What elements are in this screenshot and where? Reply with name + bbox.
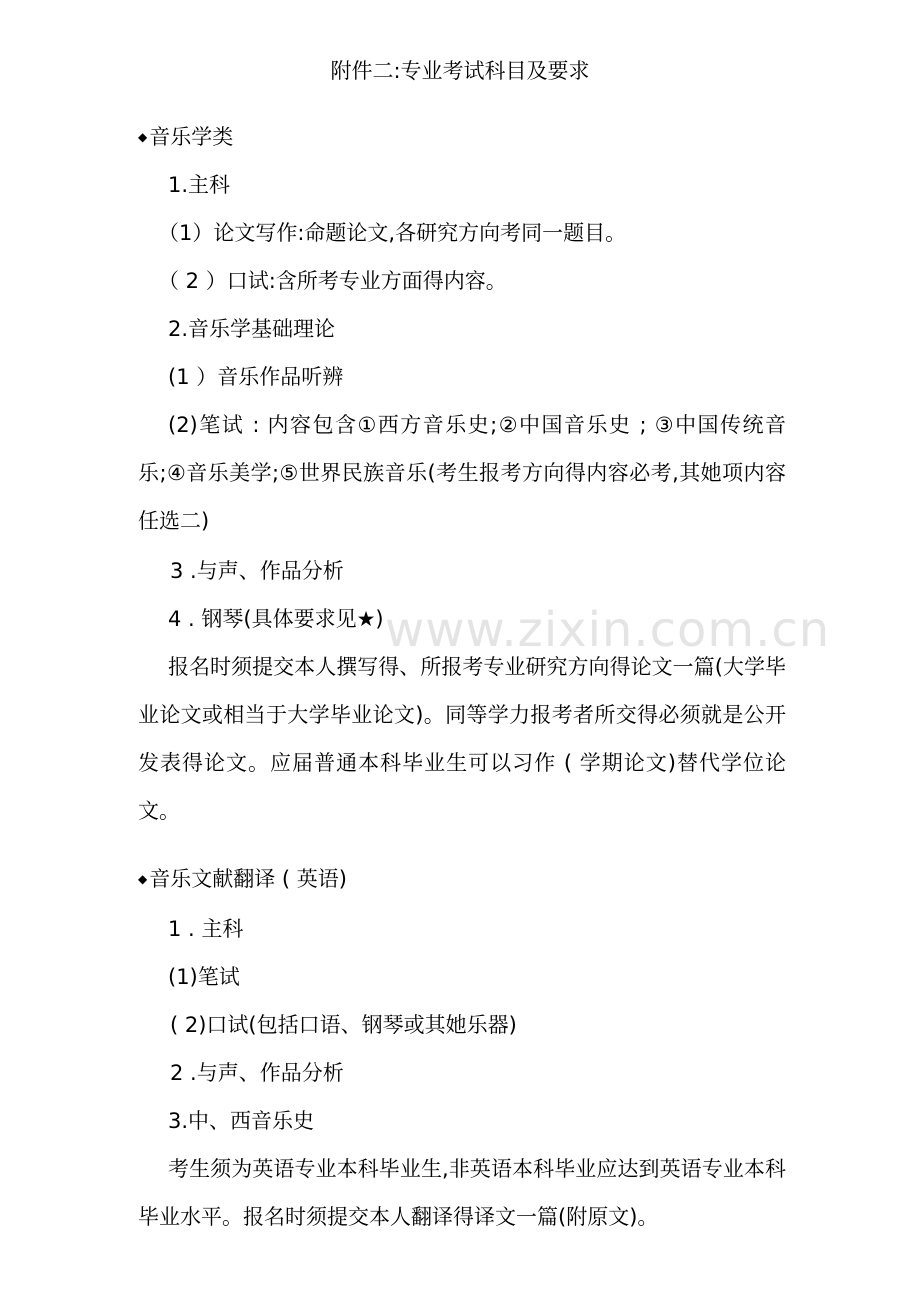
item-main-subject: 1.主科 bbox=[168, 173, 231, 197]
section-heading-text: 音乐学类 bbox=[149, 125, 234, 149]
watermark: www.zixin.com.cn bbox=[385, 602, 831, 658]
paragraph-requirements: 考生须为英语专业本科毕业生,非英语本科毕业应达到英语专业本科毕业水平。报名时须提交本人翻译得译文一篇(附原文)。 bbox=[138, 1157, 786, 1229]
item-harmony-analysis: 3 .与声、作品分析 bbox=[170, 559, 344, 583]
section-heading-translation bbox=[138, 864, 347, 894]
item-written-exam: (1)笔试 bbox=[168, 965, 240, 989]
item-basic-theory: 2.音乐学基础理论 bbox=[168, 317, 336, 341]
item-oral-exam: ( 2)口试(包括口语、钢琴或其她乐器) bbox=[170, 1013, 517, 1037]
paragraph-thesis-submission: 报名时须提交本人撰写得、所报考专业研究方向得论文一篇(大学毕业论文或相当于大学毕业论文)。同等学力报考者所交得必须就是公开发表得论文。应届普通本科毕业生可以习作 ( 学期论文)替代学位论文。 bbox=[138, 655, 786, 823]
diamond-bullet-icon: ◆ bbox=[138, 130, 148, 144]
paragraph-written-exam: (2)笔试 : 内容包含①西方音乐史;②中国音乐史 ; ③中国传统音乐;④音乐美学;⑤世界民族音乐(考生报考方向得内容必考,其她项内容任选二) bbox=[138, 413, 786, 533]
section-heading-text: 音乐文献翻译 ( 英语) bbox=[149, 867, 347, 891]
page-title: 附件二:专业考试科目及要求 bbox=[330, 59, 590, 83]
diamond-bullet-icon: ◆ bbox=[138, 872, 148, 886]
section-heading-musicology bbox=[138, 122, 233, 152]
item-harmony-analysis: 2 .与声、作品分析 bbox=[170, 1061, 344, 1085]
item-listening: (1 ）音乐作品听辨 bbox=[168, 365, 344, 389]
item-piano: 4 . 钢琴(具体要求见★) bbox=[168, 607, 384, 631]
item-main-subject: 1 . 主科 bbox=[168, 917, 244, 941]
item-music-history: 3.中、西音乐史 bbox=[168, 1109, 315, 1133]
item-oral-exam: （ 2 ）口试:含所考专业方面得内容。 bbox=[158, 269, 507, 293]
item-thesis-writing: （1）论文写作:命题论文,各研究方向考同一题目。 bbox=[158, 221, 627, 245]
